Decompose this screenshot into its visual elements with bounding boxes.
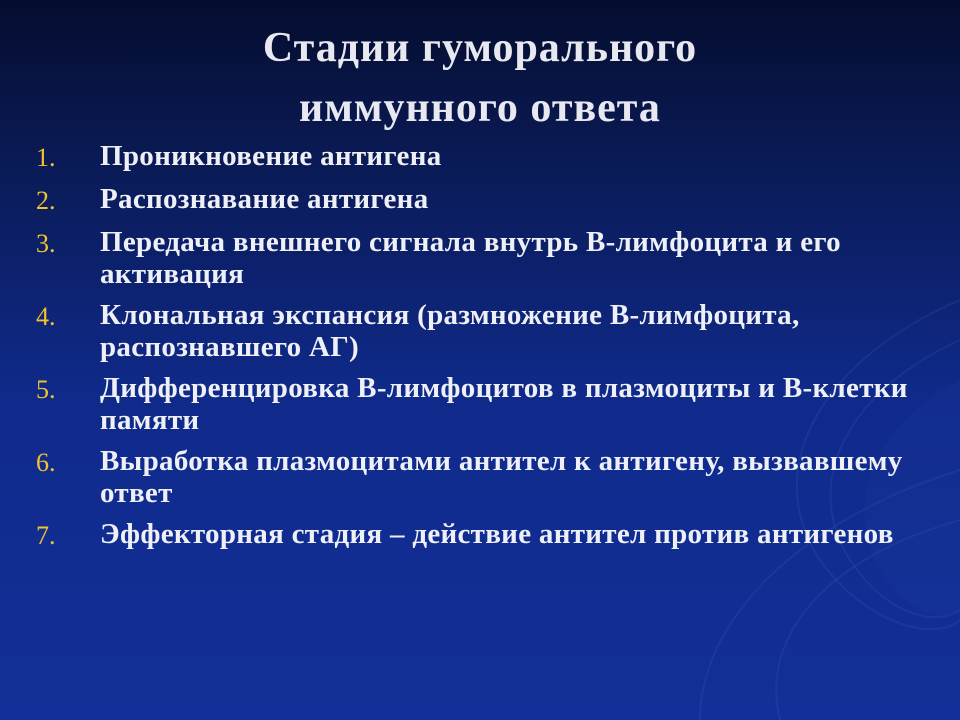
list-item [36,183,916,217]
slide-title [0,18,960,138]
list-item [36,140,916,174]
list-item-text: Передача внешнего сигнала внутрь В-лимфоцита и его активация [100,226,841,290]
list-item-text: Проникновение антигена [100,140,442,172]
list-item-number: 6. [36,448,56,477]
list-item-number: 2. [36,186,56,215]
list-item-number: 3. [36,229,56,258]
list-item-text: Распознавание антигена [100,183,429,215]
list-item-number: 5. [36,375,56,404]
list-item [36,518,916,552]
list-item-number: 7. [36,521,56,550]
list-item-number: 1. [36,143,56,172]
list-item [36,299,916,363]
list-item [36,226,916,290]
stages-list [36,140,916,561]
list-item-text: Дифференцировка В-лимфоцитов в плазмоциты и В-клетки памяти [100,372,908,436]
list-item-number: 4. [36,302,56,331]
list-item-text: Клональная экспансия (размножение В-лимфоцита, распознавшего АГ) [100,299,800,363]
list-item-text: Эффекторная стадия – действие антител против антигенов [100,518,894,550]
list-item [36,372,916,436]
slide-title-line-1: Стадии гуморального [262,25,698,71]
list-item-text: Выработка плазмоцитами антител к антигену, вызвавшему ответ [100,445,903,509]
slide-title-line-2: иммунного ответа [299,85,661,131]
list-item [36,445,916,509]
